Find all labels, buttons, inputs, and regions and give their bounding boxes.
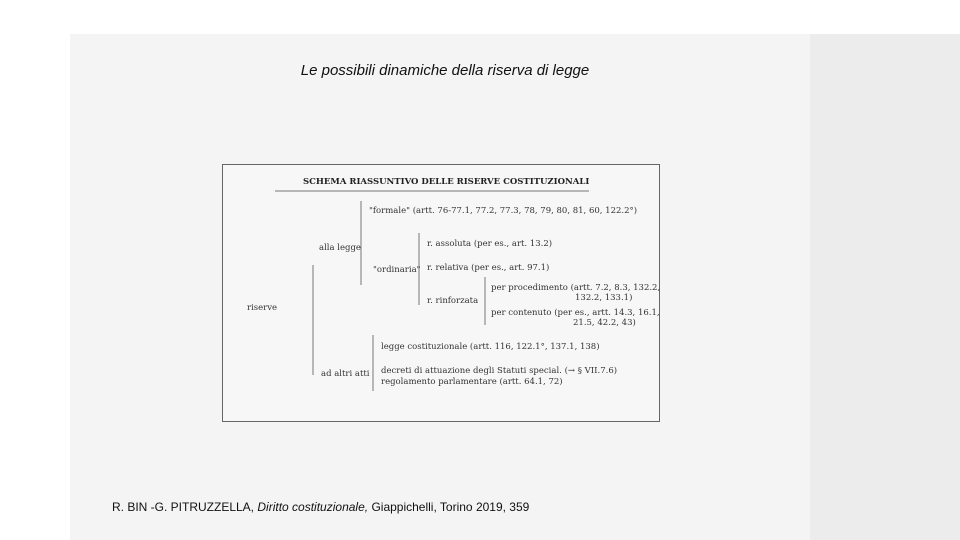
node-assoluta: r. assoluta (per es., art. 13.2) — [427, 239, 553, 249]
scheme-diagram — [222, 164, 660, 422]
scheme-heading: SCHEMA RIASSUNTIVO DELLE RISERVE COSTITUZIONALI — [303, 177, 590, 187]
scan-margin — [810, 34, 960, 540]
node-altri-atti: ad altri atti — [321, 369, 370, 379]
node-alla-legge: alla legge — [319, 243, 361, 253]
node-ordinaria: "ordinaria" — [373, 265, 421, 275]
node-riserve: riserve — [247, 303, 278, 313]
node-relativa: r. relativa (per es., art. 97.1) — [427, 263, 550, 273]
slide-title: Le possibili dinamiche della riserva di legge — [300, 62, 590, 79]
citation-caption — [112, 500, 529, 514]
node-contenuto: per contenuto (per es., artt. 14.3, 16.1, — [491, 308, 660, 318]
node-costituzionale: legge costituzionale (artt. 116, 122.1°, 137.1, 138) — [381, 342, 600, 352]
node-procedimento: per procedimento (artt. 7.2, 8.3, 132.2, — [491, 283, 661, 293]
node-procedimento-cont: 132.2, 133.1) — [575, 293, 633, 303]
caption-authors: R. BIN -G. PITRUZZELLA, — [112, 500, 255, 514]
node-statuti: decreti di attuazione degli Statuti special. (→ § VII.7.6) — [381, 366, 618, 376]
node-formale: "formale" (artt. 76-77.1, 77.2, 77.3, 78, 79, 80, 81, 60, 122.2°) — [369, 206, 638, 216]
node-rinforzata: r. rinforzata — [427, 296, 479, 306]
caption-publisher: Giappichelli, Torino 2019, 359 — [371, 500, 530, 514]
node-contenuto-cont: 21.5, 42.2, 43) — [573, 318, 636, 328]
caption-book: Diritto costituzionale, — [257, 500, 369, 514]
node-regolamento: regolamento parlamentare (artt. 64.1, 72) — [381, 377, 563, 387]
